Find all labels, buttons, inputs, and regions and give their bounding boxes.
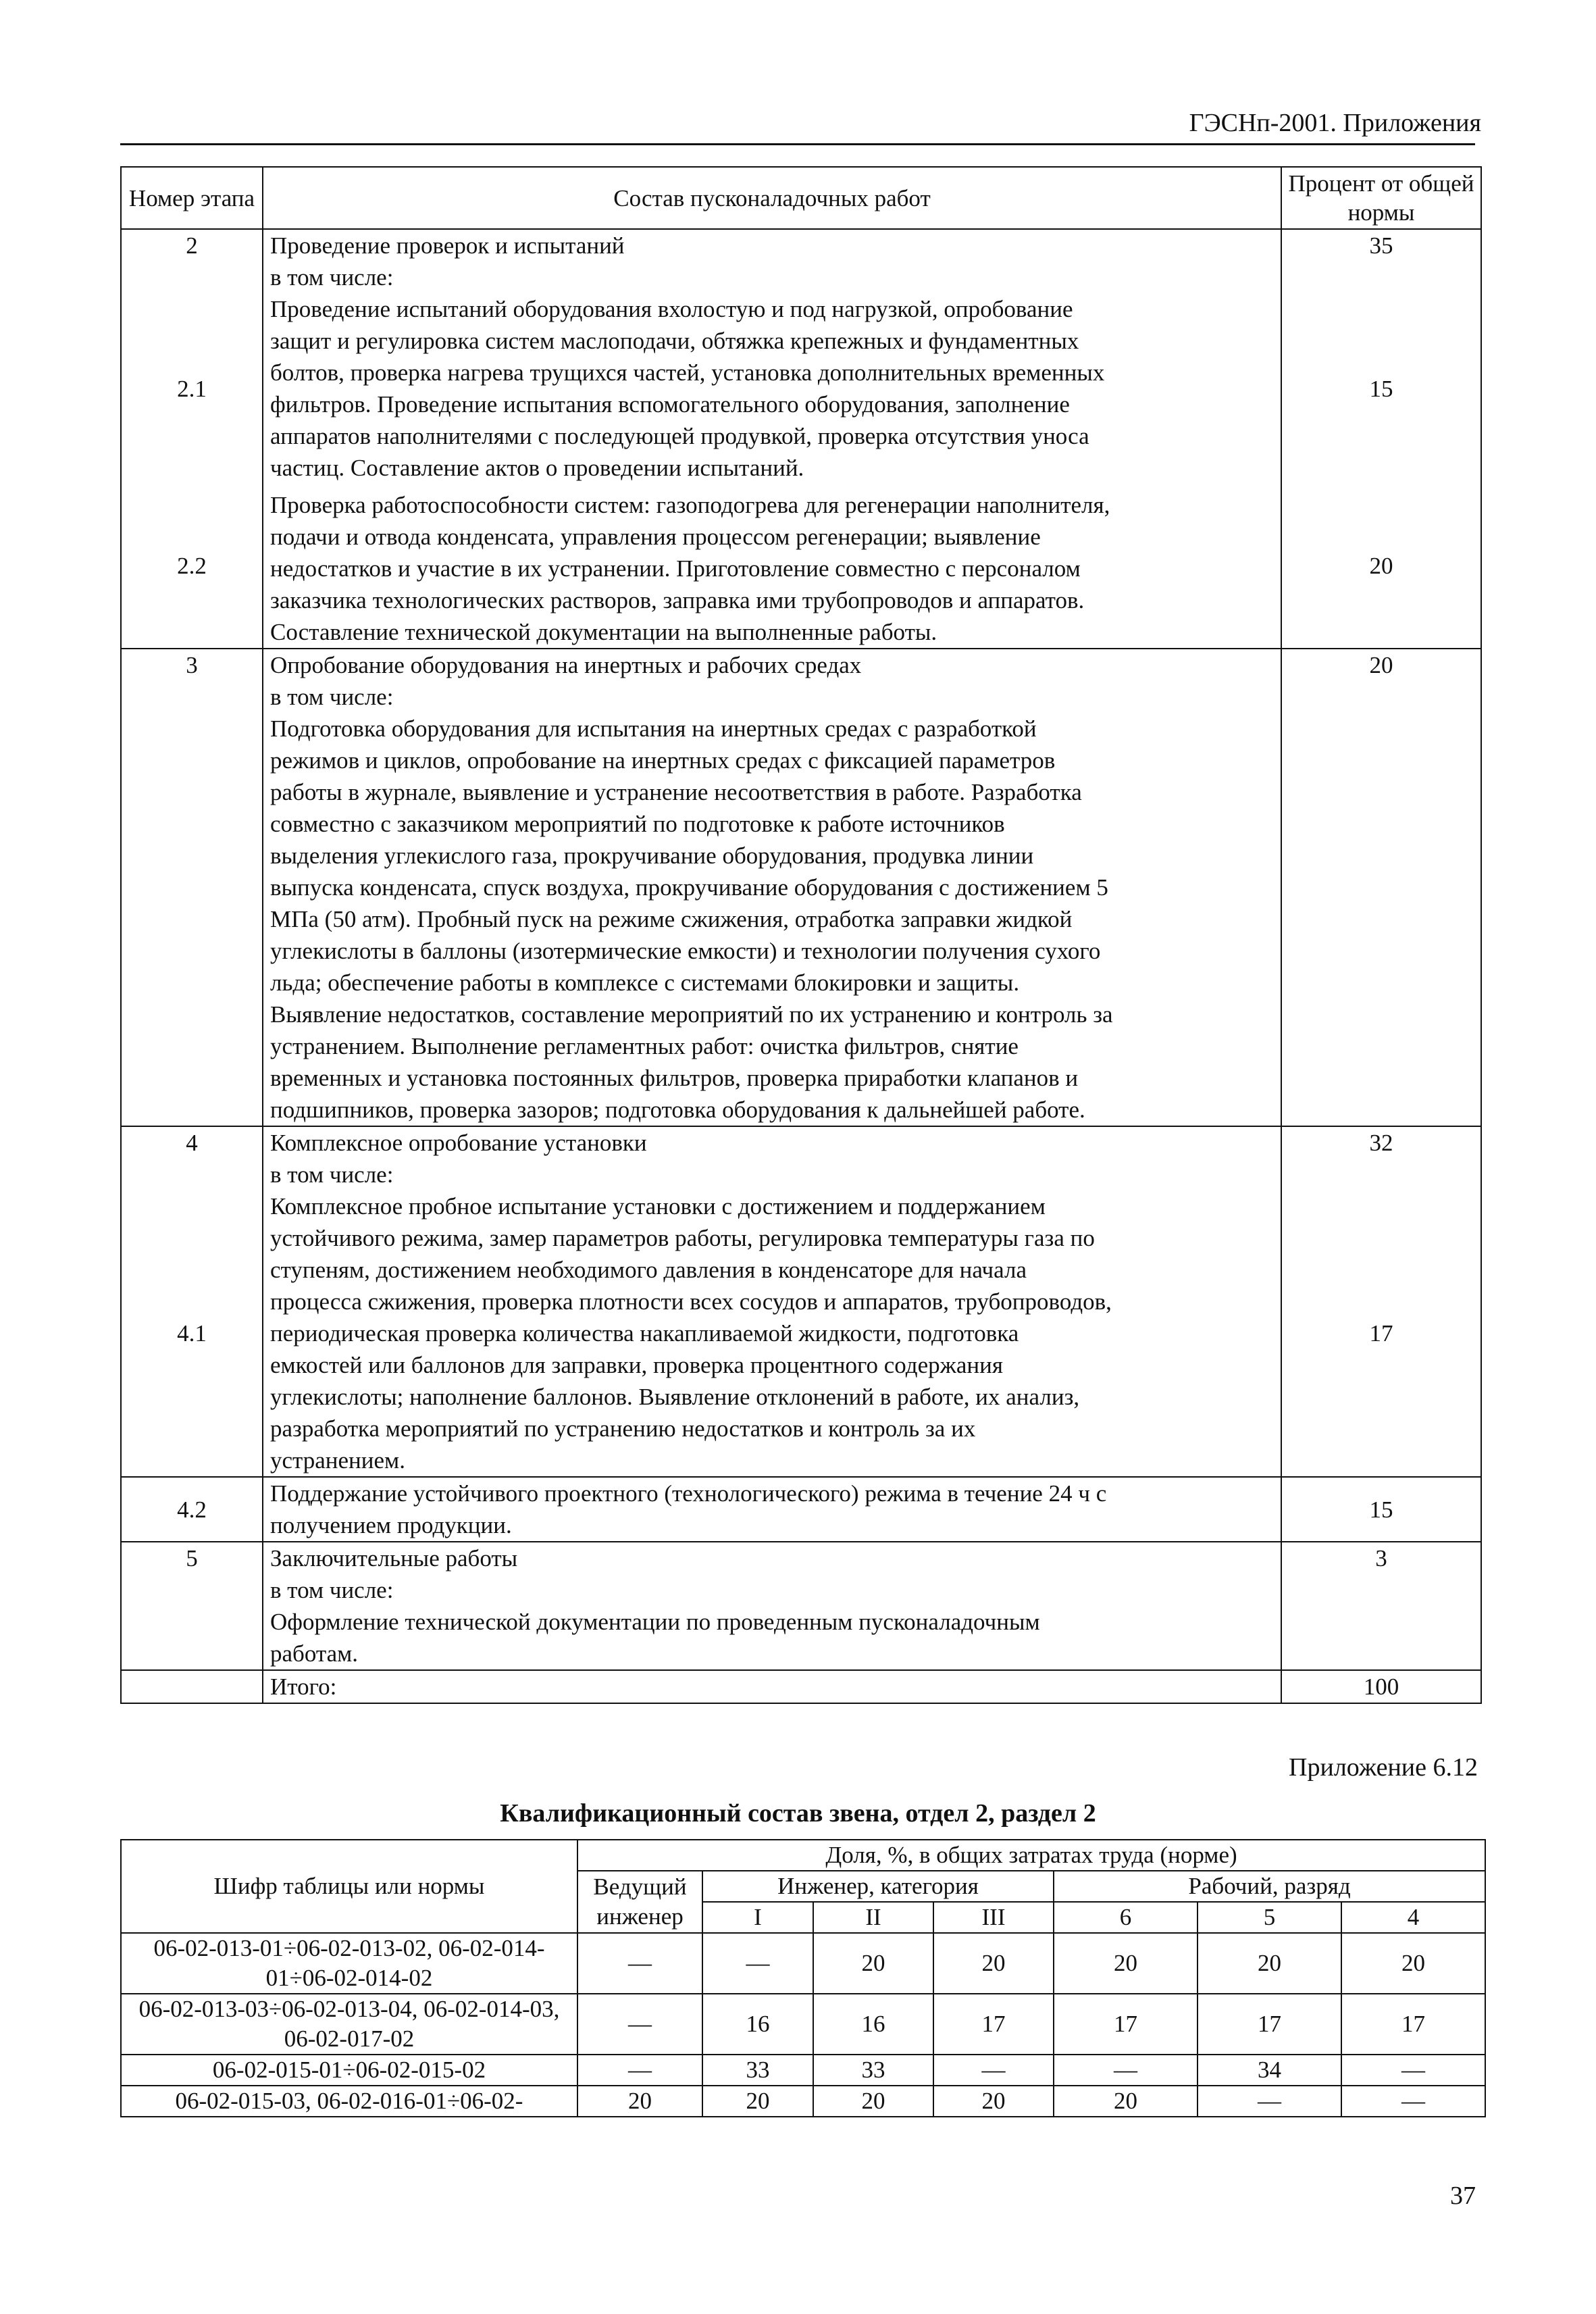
description-line: работы в журнале, выявление и устранение несоответствия в работе. Разработка [270,779,1082,805]
stage-description [263,649,1281,1126]
description-line: Опробование оборудования на инертных и рабочих средах [270,652,862,678]
stage-description [263,1542,1281,1670]
description-line: аппаратов наполнителями с последующей продувкой, проверка отсутствия уноса [270,423,1089,449]
stage-description [263,1477,1281,1542]
composition-header: Состав пусконаладочных работ [263,167,1281,229]
stage-number-header: Номер этапа [121,167,263,229]
description-line: недостатков и участие в их устранении. Приготовление совместно с персоналом [270,555,1081,582]
share-value: 20 [933,2086,1054,2117]
stage-row [121,1670,1481,1703]
stage-description [263,293,1281,484]
description-line: совместно с заказчиком мероприятий по подготовке к работе источников [270,811,1005,837]
qualification-table [120,1839,1486,2117]
stage-row [121,649,1481,1126]
table-row [121,2055,1485,2086]
share-value: — [1341,2086,1485,2117]
description-line: в том числе: [270,684,394,710]
qualification-table-title: Квалификационный состав звена, отдел 2, раздел 2 [500,1799,1096,1828]
stage-number: 2.1 [121,293,263,484]
stage-number: 4 [121,1126,263,1190]
description-line: в том числе: [270,264,394,291]
stage-number: 2 [121,229,263,293]
code-header: Шифр таблицы или нормы [121,1840,577,1933]
stage-row [121,293,1481,484]
description-line: Проведение испытаний оборудования вхолостую и под нагрузкой, опробование [270,296,1073,322]
stage-percent: 100 [1281,1670,1481,1703]
stage-percent: 15 [1281,293,1481,484]
lead-engineer-header: Ведущий инженер [577,1871,702,1933]
description-line: МПа (50 атм). Пробный пуск на режиме сжижения, отработка заправки жидкой [270,906,1073,932]
description-line: выделения углекислого газа, прокручивание оборудования, продувка линии [270,842,1034,869]
share-header: Доля, %, в общих затратах труда (норме) [577,1840,1485,1871]
share-value: 16 [813,1994,933,2055]
description-line: льда; обеспечение работы в комплексе с системами блокировки и защиты. [270,970,1020,996]
description-line: Итого: [270,1674,337,1700]
share-value: 17 [933,1994,1054,2055]
share-value: 20 [1198,1933,1341,1994]
category-2-header: II [813,1902,933,1933]
stage-row [121,1126,1481,1190]
description-line: углекислоты; наполнение баллонов. Выявление отклонений в работе, их анализ, [270,1384,1080,1410]
main-table-body [121,229,1481,1703]
share-value: 33 [702,2055,813,2086]
grade-5-header: 5 [1198,1902,1341,1933]
page-number: 37 [1450,2182,1476,2210]
table-row [121,1933,1485,1994]
share-value: — [577,1933,702,1994]
share-value: 20 [813,2086,933,2117]
share-value: 33 [813,2055,933,2086]
stage-row [121,229,1481,293]
appendix-label: Приложение 6.12 [1289,1753,1478,1782]
description-line: в том числе: [270,1161,394,1188]
share-value: — [933,2055,1054,2086]
description-line: процесса сжижения, проверка плотности всех сосудов и аппаратов, трубопроводов, [270,1288,1112,1315]
grade-4-header: 4 [1341,1902,1485,1933]
stage-number: 2.2 [121,484,263,649]
stage-percent: 35 [1281,229,1481,293]
share-value: 20 [1054,1933,1198,1994]
stage-description [263,229,1281,293]
description-line: устранением. Выполнение регламентных работ: очистка фильтров, снятие [270,1033,1019,1059]
description-line: работам. [270,1640,359,1667]
share-value: — [577,1994,702,2055]
worker-grade-header: Рабочий, разряд [1054,1871,1485,1902]
description-line: подачи и отвода конденсата, управления процессом регенерации; выявление [270,524,1041,550]
description-line: ступеням, достижением необходимого давления в конденсаторе для начала [270,1257,1027,1283]
description-line: защит и регулировка систем маслоподачи, обтяжка крепежных и фундаментных [270,328,1079,354]
share-value: 17 [1341,1994,1485,2055]
stage-number: 4.1 [121,1190,263,1477]
table-row [121,2086,1485,2117]
running-header: ГЭСНп-2001. Приложения [1189,109,1481,137]
header-rule [120,143,1475,145]
share-value: 20 [702,2086,813,2117]
share-value: 34 [1198,2055,1341,2086]
description-line: разработка мероприятий по устранению недостатков и контроль за их [270,1415,976,1442]
share-value: 20 [813,1933,933,1994]
norm-code: 06-02-013-01÷06-02-013-02, 06-02-014-01÷06-02-014-02 [121,1933,577,1994]
description-line: устойчивого режима, замер параметров работы, регулировка температуры газа по [270,1225,1095,1251]
stage-percent: 32 [1281,1126,1481,1190]
description-line: Подготовка оборудования для испытания на инертных средах с разработкой [270,715,1037,742]
stage-row [121,1477,1481,1542]
share-value: — [1054,2055,1198,2086]
stage-number: 4.2 [121,1477,263,1542]
category-3-header: III [933,1902,1054,1933]
description-line: Проведение проверок и испытаний [270,232,625,259]
description-line: временных и установка постоянных фильтров, проверка приработки клапанов и [270,1065,1079,1091]
description-line: устранением. [270,1447,405,1474]
share-value: 20 [1341,1933,1485,1994]
stage-row [121,1190,1481,1477]
stage-percent: 15 [1281,1477,1481,1542]
description-line: Комплексное опробование установки [270,1130,647,1156]
stage-row [121,484,1481,649]
description-line: периодическая проверка количества накапливаемой жидкости, подготовка [270,1320,1019,1347]
norm-code: 06-02-015-03, 06-02-016-01÷06-02- [121,2086,577,2117]
commissioning-works-table [120,166,1482,1704]
stage-row [121,1542,1481,1670]
share-value: — [577,2055,702,2086]
description-line: заказчика технологических растворов, заправка ими трубопроводов и аппаратов. [270,587,1085,613]
description-line: режимов и циклов, опробование на инертных средах с фиксацией параметров [270,747,1056,774]
engineer-category-header: Инженер, категория [702,1871,1054,1902]
stage-description [263,1670,1281,1703]
norm-code: 06-02-015-01÷06-02-015-02 [121,2055,577,2086]
description-line: получением продукции. [270,1512,512,1538]
stage-percent: 3 [1281,1542,1481,1670]
description-line: Составление технической документации на выполненные работы. [270,619,937,645]
description-line: емкостей или баллонов для заправки, проверка процентного содержания [270,1352,1003,1378]
description-line: выпуска конденсата, спуск воздуха, прокручивание оборудования с достижением 5 [270,874,1108,901]
table-row [121,1994,1485,2055]
stage-number: 3 [121,649,263,1126]
share-value: — [1198,2086,1341,2117]
description-line: углекислоты в баллоны (изотермические емкости) и технологии получения сухого [270,938,1101,964]
description-line: болтов, проверка нагрева трущихся частей, установка дополнительных временных [270,359,1105,386]
description-line: Заключительные работы [270,1545,518,1571]
description-line: подшипников, проверка зазоров; подготовка оборудования к дальнейшей работе. [270,1097,1085,1123]
share-value: — [1341,2055,1485,2086]
share-value: — [702,1933,813,1994]
stage-percent: 17 [1281,1190,1481,1477]
description-line: Комплексное пробное испытание установки с достижением и поддержанием [270,1193,1046,1219]
description-line: частиц. Составление актов о проведении испытаний. [270,455,804,481]
stage-description [263,484,1281,649]
stage-percent: 20 [1281,649,1481,1126]
description-line: Проверка работоспособности систем: газоподогрева для регенерации наполнителя, [270,492,1110,518]
share-value: 20 [1054,2086,1198,2117]
description-line: фильтров. Проведение испытания вспомогательного оборудования, заполнение [270,391,1070,418]
stage-percent: 20 [1281,484,1481,649]
qualification-table-body [121,1933,1485,2117]
stage-description [263,1190,1281,1477]
stage-number: 5 [121,1542,263,1670]
description-line: Выявление недостатков, составление мероприятий по их устранению и контроль за [270,1001,1113,1028]
stage-number [121,1670,263,1703]
description-line: в том числе: [270,1577,394,1603]
category-1-header: I [702,1902,813,1933]
description-line: Оформление технической документации по проведенным пусконаладочным [270,1609,1040,1635]
share-value: 20 [577,2086,702,2117]
share-value: 17 [1198,1994,1341,2055]
description-line: Поддержание устойчивого проектного (технологического) режима в течение 24 ч с [270,1480,1107,1507]
share-value: 20 [933,1933,1054,1994]
share-value: 17 [1054,1994,1198,2055]
share-value: 16 [702,1994,813,2055]
grade-6-header: 6 [1054,1902,1198,1933]
stage-description [263,1126,1281,1190]
norm-code: 06-02-013-03÷06-02-013-04, 06-02-014-03, 06-02-017-02 [121,1994,577,2055]
percent-header: Процент от общей нормы [1281,167,1481,229]
